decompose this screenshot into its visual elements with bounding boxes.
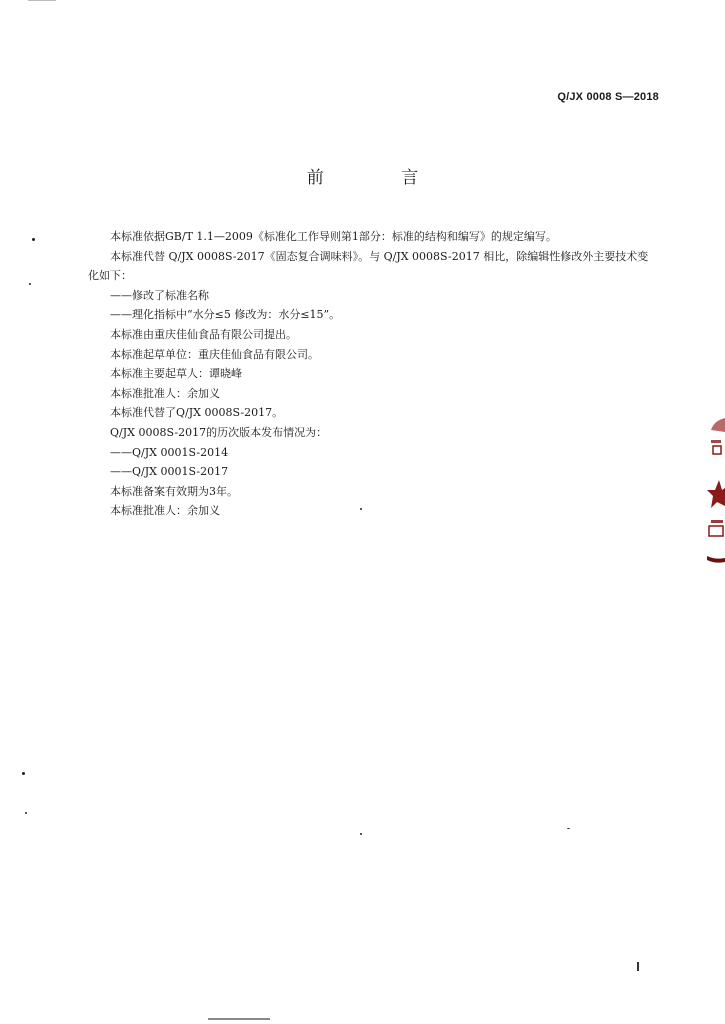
list-item: ——Q/JX 0001S-2017 xyxy=(110,465,229,479)
scan-speck xyxy=(25,812,27,814)
paragraph: 本标准主要起草人：谭晓峰 xyxy=(110,367,242,381)
paragraph: Q/JX 0008S-2017的历次版本发布情况为： xyxy=(110,425,328,439)
scan-speck xyxy=(360,833,362,835)
scan-speck xyxy=(567,828,570,829)
scan-speck xyxy=(360,508,362,510)
paragraph: 本标准批准人：余加义 xyxy=(110,386,220,400)
scan-speck xyxy=(29,283,31,285)
paragraph: 本标准代替了Q/JX 0008S-2017。 xyxy=(110,406,284,420)
paragraph: 本标准起草单位：重庆佳仙食品有限公司。 xyxy=(110,347,319,361)
red-seal-stamp-icon xyxy=(703,410,725,570)
foreword-body xyxy=(88,227,658,521)
page-title: 前 言 xyxy=(306,168,455,188)
paragraph: 本标准代替 Q/JX 0008S-2017《固态复合调味料》。与 Q/JX 0008S-2017 相比，除编辑性修改外主要技术变化如下： xyxy=(88,249,649,283)
scan-edge-mark xyxy=(28,0,56,1)
page-marker xyxy=(637,962,639,971)
list-item: ——Q/JX 0001S-2014 xyxy=(110,445,229,459)
list-item: ——理化指标中“水分≤5 修改为：水分≤15”。 xyxy=(110,308,341,322)
paragraph: 本标准备案有效期为3年。 xyxy=(110,484,238,498)
paragraph: 本标准由重庆佳仙食品有限公司提出。 xyxy=(110,327,297,341)
paragraph: 本标准批准人：余加义 xyxy=(110,504,220,518)
paragraph: 本标准依据GB/T 1.1—2009《标准化工作导则第1部分：标准的结构和编写》的规定编写。 xyxy=(110,230,557,243)
scan-speck xyxy=(22,772,25,775)
standard-code: Q/JX 0008 S—2018 xyxy=(557,91,659,103)
scan-edge-mark xyxy=(208,1018,270,1020)
list-item: ——修改了标准名称 xyxy=(110,288,209,302)
scan-speck xyxy=(32,238,35,241)
